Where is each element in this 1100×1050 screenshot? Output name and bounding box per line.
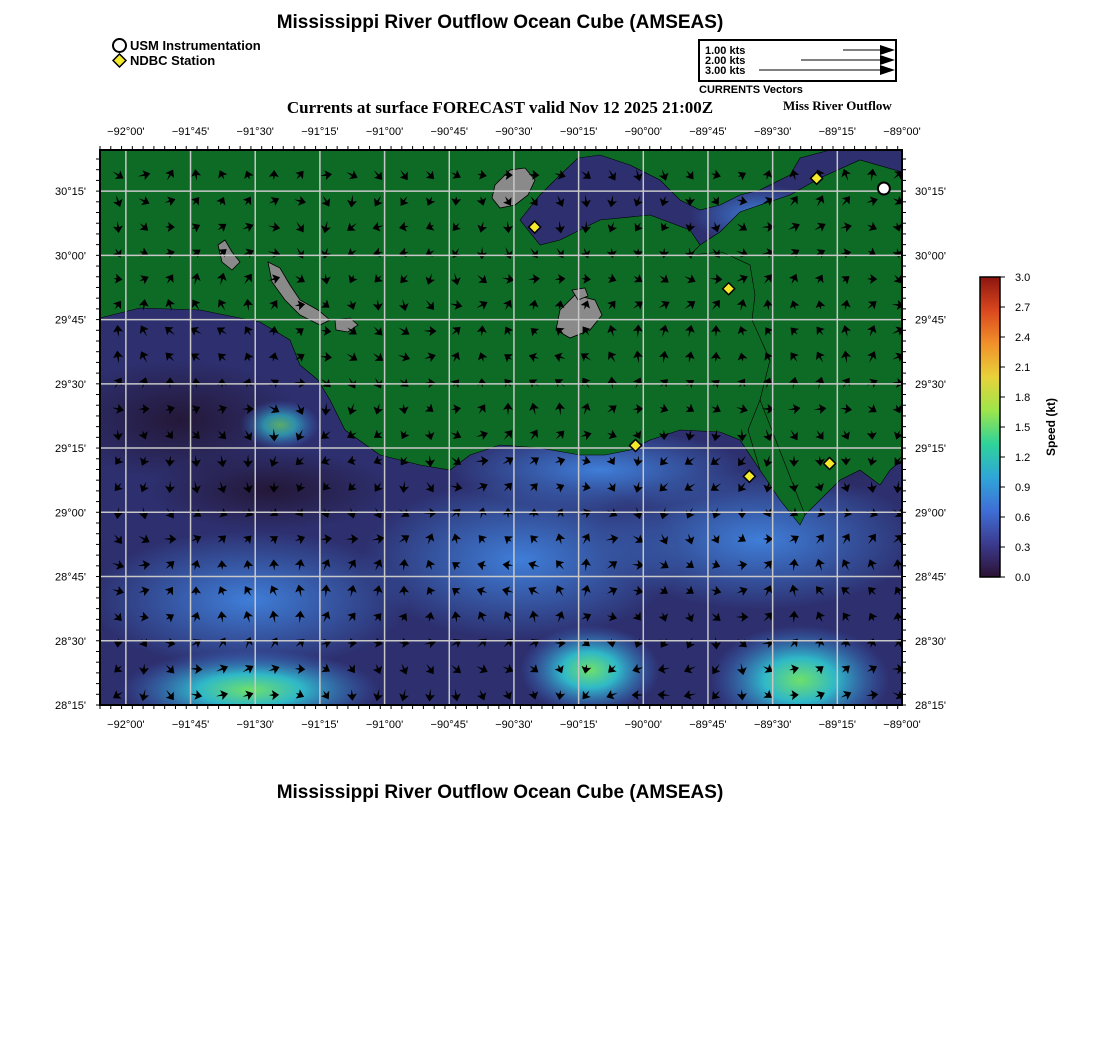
lon-label: −90°30' [495,126,533,138]
lon-label: −91°30' [236,719,274,731]
lat-label: 30°15' [55,186,86,199]
map-subtitle: Currents at surface FORECAST valid Nov 12 2025 21:00Z [286,98,714,117]
vector-key-2: 2.00 kts [705,55,746,67]
colorbar-tick-label: 0.3 [1015,542,1031,554]
lon-label: −90°45' [430,126,468,138]
legend-usm-label: USM Instrumentation [130,38,261,53]
lat-label: 29°45' [55,314,86,327]
lon-label: −90°00' [624,126,662,138]
lon-label: −91°15' [301,126,339,138]
lat-label: 29°00' [915,507,946,520]
lon-label: −89°45' [689,126,727,138]
colorbar-tick-label: 1.2 [1015,452,1031,464]
lon-label: −89°45' [689,719,727,731]
lat-label: 29°45' [915,314,946,327]
legend-ndbc-label: NDBC Station [130,53,216,68]
vector-key-3: 3.00 kts [705,65,746,77]
lon-labels-bottom [107,719,921,731]
lon-label: −90°15' [559,719,598,731]
colorbar-tick-label: 1.8 [1015,392,1031,404]
lat-label: 28°30' [915,635,946,648]
vector-key-1: 1.00 kts [705,45,746,57]
lat-label: 29°30' [55,378,86,391]
colorbar-tick-label: 0.9 [1015,482,1031,494]
lon-label: −89°30' [753,126,792,138]
lat-label: 28°15' [915,700,946,712]
colorbar-ramp [980,277,1000,577]
page-title-bottom: Mississippi River Outflow Ocean Cube (AMSEAS) [276,782,724,803]
lon-label: −89°15' [818,126,857,138]
colorbar-ticks [1000,272,1030,584]
colorbar-tick-label: 2.4 [1015,332,1031,344]
colorbar-tick-label: 2.7 [1015,302,1031,314]
lat-label: 29°30' [915,378,946,391]
colorbar-tick-label: 0.6 [1015,512,1031,524]
lon-label: −90°15' [559,126,598,138]
lat-label: 30°15' [915,186,946,199]
lon-label: −91°45' [171,126,210,138]
lon-label: −92°00' [107,126,145,138]
lon-label: −91°00' [365,719,404,731]
colorbar-tick-label: 1.5 [1015,422,1031,434]
region-label: Miss River Outflow [783,98,892,113]
lon-label: −89°00' [883,719,921,731]
lon-label: −89°30' [753,719,792,731]
lon-label: −92°00' [107,719,145,731]
lat-labels-left [55,186,86,712]
lon-label: −89°00' [883,126,921,138]
lat-label: 30°00' [55,250,86,263]
lat-label: 28°45' [55,571,86,584]
colorbar-tick-label: 0.0 [1015,572,1031,584]
colorbar-label: Speed (kt) [1044,397,1058,457]
colorbar-tick-label: 2.1 [1015,362,1031,374]
usm-station-marker[interactable] [878,183,890,195]
lat-label: 28°30' [55,635,86,648]
vector-key-title: CURRENTS Vectors [699,84,803,96]
lat-label: 30°00' [915,250,946,263]
lon-label: −90°45' [430,719,468,731]
lat-label: 29°00' [55,507,86,520]
speed-colorbar [960,268,1070,588]
lon-label: −91°30' [236,126,274,138]
lon-label: −91°45' [171,719,210,731]
lon-labels-top [107,126,921,138]
lat-label: 28°15' [55,700,86,712]
lon-label: −90°30' [495,719,533,731]
lon-label: −90°00' [624,719,662,731]
lon-label: −89°15' [818,719,857,731]
lon-label: −91°15' [301,719,339,731]
lat-label: 29°15' [915,443,946,456]
colorbar-tick-label: 3.0 [1015,272,1031,284]
lat-labels-right [915,186,946,712]
lat-label: 28°45' [915,571,946,584]
page-title: Mississippi River Outflow Ocean Cube (AMSEAS) [276,12,724,33]
lon-label: −91°00' [365,126,404,138]
lat-label: 29°15' [55,443,86,456]
